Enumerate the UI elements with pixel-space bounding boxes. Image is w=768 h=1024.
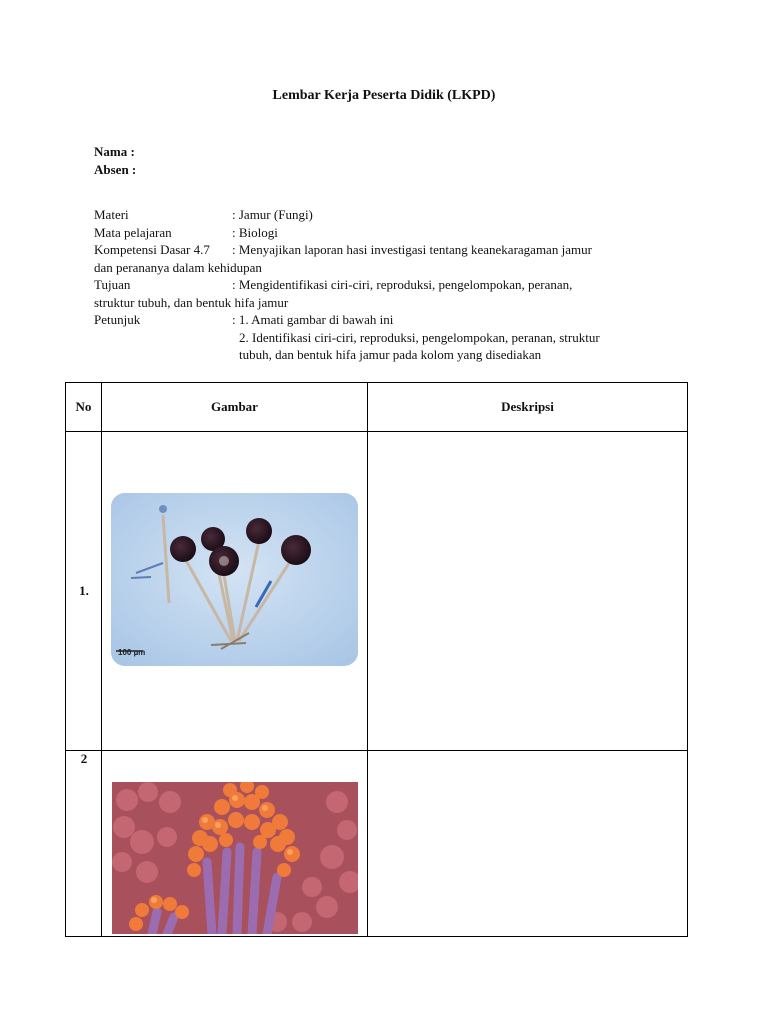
student-identity [94, 143, 136, 179]
aspergillus-illustration [112, 782, 358, 934]
header-gambar: Gambar [211, 399, 258, 414]
worksheet-meta [94, 206, 674, 364]
page-title: Lembar Kerja Peserta Didik (LKPD) [272, 88, 496, 103]
header-no: No [75, 399, 92, 414]
worksheet-table [65, 382, 688, 937]
materi-row [94, 206, 674, 224]
kd-row [94, 241, 674, 259]
kd-continuation: dan perananya dalam kehidupan [94, 259, 262, 275]
mapel-value: : Biologi [232, 224, 278, 240]
kd-value: : Menyajikan laporan hasi investigasi tentang keanekaragaman jamur [232, 242, 592, 257]
header-deskripsi: Deskripsi [501, 399, 554, 414]
column-divider [367, 383, 368, 936]
petunjuk-step-2-continuation: tubuh, dan bentuk hifa jamur pada kolom yang disediakan [239, 347, 542, 362]
mapel-label: Mata pelajaran [94, 224, 172, 240]
aspergillus-sem-image [112, 782, 358, 934]
header-divider [66, 431, 687, 432]
kd-label: Kompetensi Dasar 4.7 [94, 242, 210, 257]
materi-value: : Jamur (Fungi) [232, 207, 313, 222]
absen-label: Absen : [94, 162, 137, 177]
row-1-number: 1. [79, 583, 89, 598]
row-2-number: 2 [80, 751, 88, 766]
nama-label: Nama : [94, 144, 135, 159]
mapel-row [94, 224, 674, 242]
tujuan-continuation: struktur tubuh, dan bentuk hifa jamur [94, 294, 289, 310]
petunjuk-label: Petunjuk [94, 312, 141, 327]
rhizopus-illustration [111, 493, 358, 666]
scale-bar-label: 100 µm [118, 648, 146, 657]
row-divider [66, 750, 687, 751]
materi-label: Materi [94, 207, 129, 222]
tujuan-value: : Mengidentifikasi ciri-ciri, reproduksi, pengelompokan, peranan, [232, 277, 573, 292]
column-divider [101, 383, 102, 936]
tujuan-label: Tujuan [94, 277, 131, 292]
petunjuk-row [94, 311, 674, 329]
petunjuk-step-1: : 1. Amati gambar di bawah ini [232, 312, 394, 327]
petunjuk-step-2: 2. Identifikasi ciri-ciri, reproduksi, pengelompokan, peranan, struktur [239, 329, 600, 345]
rhizopus-micrograph [111, 493, 358, 666]
tujuan-row [94, 276, 674, 294]
